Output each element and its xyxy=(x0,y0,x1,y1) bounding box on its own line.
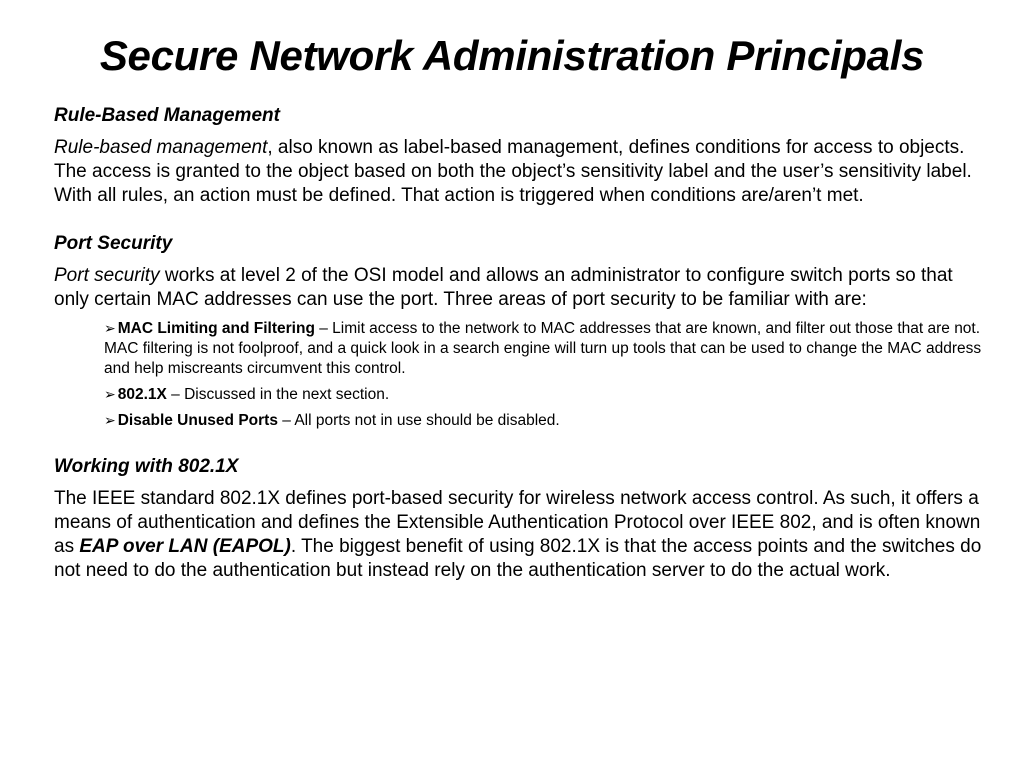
slide-body xyxy=(54,104,984,607)
bullet-term: 802.1X xyxy=(117,386,167,403)
arrow-bullet-icon: ➢ xyxy=(104,386,116,402)
section-paragraph xyxy=(54,487,984,583)
arrow-bullet-icon: ➢ xyxy=(104,320,116,336)
list-item xyxy=(104,318,984,379)
section-rule-based-management xyxy=(54,104,984,208)
defined-term: Rule-based management xyxy=(54,137,268,158)
section-heading: Rule-Based Management xyxy=(54,105,280,126)
section-heading: Working with 802.1X xyxy=(54,456,239,477)
list-item xyxy=(104,384,984,405)
arrow-bullet-icon: ➢ xyxy=(104,412,116,428)
bullet-list xyxy=(104,318,984,431)
defined-term: Port security xyxy=(54,265,160,286)
defined-term: EAP over LAN (EAPOL) xyxy=(79,536,291,557)
bullet-text: – Limit access to the network to MAC addresses that are known, and filter out those that are not. MAC filtering is not foolproof, and a quick look in a search engine will turn up tools that can be used to change the MAC address and help miscreants circumvent this control. xyxy=(104,320,982,377)
section-paragraph xyxy=(54,136,984,208)
section-port-security xyxy=(54,232,984,431)
paragraph-text: , also known as label-based management, defines conditions for access to objects. The access is granted to the object based on both the object’s sensitivity label and the user’s sensitivity label. With all rules, an action must be defined. That action is triggered when conditions are/aren’t met. xyxy=(54,137,972,206)
section-working-with-8021x xyxy=(54,455,984,583)
bullet-term: MAC Limiting and Filtering xyxy=(117,320,315,337)
bullet-text: – All ports not in use should be disabled. xyxy=(277,412,560,429)
bullet-text: – Discussed in the next section. xyxy=(166,386,390,403)
paragraph-text: works at level 2 of the OSI model and allows an administrator to configure switch ports so that only certain MAC addresses can use the port. Three areas of port security to be familiar with are: xyxy=(54,265,953,310)
paragraph-text: The IEEE standard 802.1X defines port-based security for wireless network access control. As such, it offers a means of authentication and defines the Extensible Authentication Protocol over IEEE 802, and is often known as xyxy=(54,488,981,557)
paragraph-text: . The biggest benefit of using 802.1X is that the access points and the switches do not need to do the authentication but instead rely on the authentication server to do the actual work. xyxy=(54,536,982,581)
list-item xyxy=(104,410,984,431)
bullet-term: Disable Unused Ports xyxy=(117,412,278,429)
section-paragraph xyxy=(54,264,984,312)
section-heading: Port Security xyxy=(54,233,173,254)
slide-title: Secure Network Administration Principals xyxy=(99,32,925,79)
